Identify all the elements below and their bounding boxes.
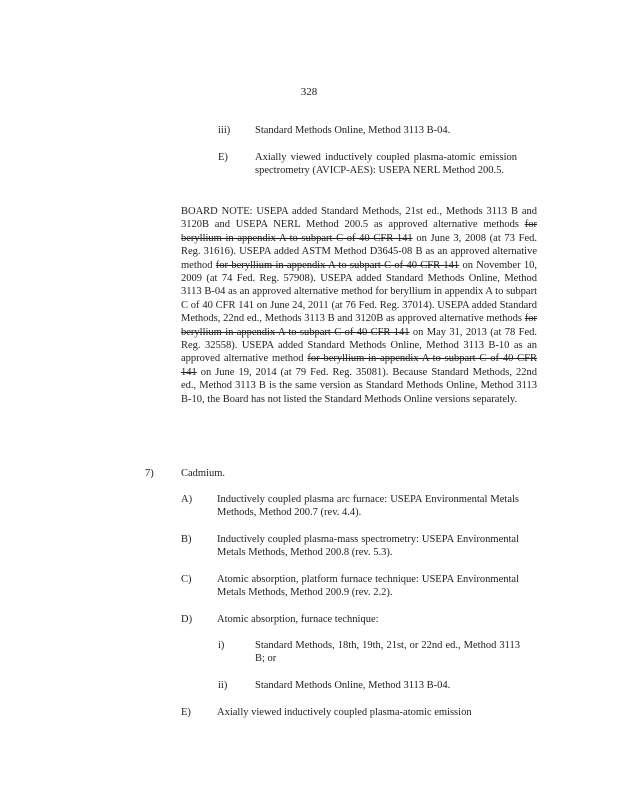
board-note-segment: on June 19, 2014 (at 79 Fed. Reg. 35081). Because Standard Methods, 22nd ed., Method 3113 B is the same version as Standard Methods Online, Method 3113 B-10, the Board has not listed the Standard Methods Online versions separately. <box>181 366 537 405</box>
item-label: E) <box>218 152 228 163</box>
item-label: ii) <box>218 680 228 691</box>
board-note-deleted-text: for beryllium in appendix A to subpart C of 40 CFR 141 <box>181 219 537 244</box>
section-title: Cadmium. <box>181 468 226 479</box>
item-text: Inductively coupled plasma arc furnace: USEPA Environmental Metals Methods, Method 200.7 (rev. 4.4). <box>217 494 519 519</box>
board-note-deleted-text: for beryllium in appendix A to subpart C of 40 CFR 141 <box>181 313 537 338</box>
item-text: Atomic absorption, platform furnace technique: USEPA Environmental Metals Methods, Method 200.9 (rev. 2.2). <box>217 574 519 599</box>
item-text: Axially viewed inductively coupled plasma-atomic emission spectrometry (AVICP-AES): USEPA NERL Method 200.5. <box>255 152 517 177</box>
item-label: B) <box>181 534 192 545</box>
board-note-segment: BOARD NOTE: USEPA added Standard Methods, 21st ed., Methods 3113 B and 3120B and USEPA NERL Method 200.5 as approved alternative methods <box>181 206 537 231</box>
board-note-segment: on June 3, 2008 (at 73 Fed. Reg. 31616). USEPA added ASTM Method D3645-08 B as an approved alternative method <box>181 232 537 271</box>
item-label: A) <box>181 494 193 505</box>
item-text: Axially viewed inductively coupled plasma-atomic emission <box>217 707 472 718</box>
item-label: E) <box>181 707 191 718</box>
item-text: Standard Methods Online, Method 3113 B-04. <box>255 680 451 691</box>
board-note-segment: on November 10, 2009 (at 74 Fed. Reg. 57908). USEPA added Standard Methods Online, Method 3113 B-04 as an approved alternative method for beryllium in appendix A to subpart C of 40 CFR 141 on June 24, 2011 (at 76 Fed. Reg. 37014). USEPA added Standard Methods, 22nd ed., Methods 3113 B and 3120B as approved alternative methods <box>181 259 537 325</box>
section-label: 7) <box>145 468 154 479</box>
item-text: Inductively coupled plasma-mass spectrometry: USEPA Environmental Metals Methods, Method 200.8 (rev. 5.3). <box>217 534 519 559</box>
item-text: Atomic absorption, furnace technique: <box>217 614 379 625</box>
item-label: i) <box>218 640 225 651</box>
item-label: iii) <box>218 125 231 136</box>
board-note <box>181 205 537 406</box>
item-label: D) <box>181 614 193 625</box>
item-text: Standard Methods, 18th, 19th, 21st, or 22nd ed., Method 3113 B; or <box>255 640 520 665</box>
item-text: Standard Methods Online, Method 3113 B-04. <box>255 125 451 136</box>
board-note-segment: on May 31, 2013 (at 78 Fed. Reg. 32558). USEPA added Standard Methods Online, Method 3113 B-10 as an approved alternative method <box>181 326 537 365</box>
item-label: C) <box>181 574 192 585</box>
board-note-deleted-text: for beryllium in appendix A to subpart C of 40 CFR 141 <box>215 259 460 271</box>
page-number: 328 <box>300 86 318 98</box>
board-note-deleted-text: for beryllium in appendix A to subpart C of 40 CFR 141 <box>181 353 538 378</box>
